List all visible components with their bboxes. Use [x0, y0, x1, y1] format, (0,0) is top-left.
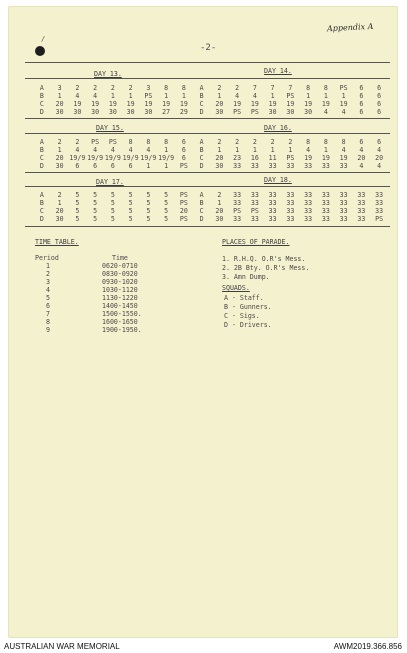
rule-line [25, 186, 390, 187]
schedule-cell: 6 [359, 92, 364, 100]
day-16-heading: DAY 16. [264, 124, 292, 132]
squad-code: D [199, 162, 204, 170]
schedule-cell: 19 [339, 100, 348, 108]
schedule-cell: 1 [235, 146, 240, 154]
schedule-cell: 19 [304, 100, 313, 108]
schedule-cell: 6 [181, 138, 186, 146]
day-15-heading: DAY 15. [96, 124, 124, 132]
day-15-16-table [33, 138, 388, 170]
schedule-cell: 6 [359, 108, 364, 116]
rule-line [25, 118, 390, 119]
schedule-cell: 5 [93, 215, 98, 223]
schedule-cell: 7 [252, 84, 257, 92]
rule-line [25, 226, 390, 227]
squad-code: A [39, 191, 44, 199]
schedule-cell: 1 [128, 92, 133, 100]
schedule-cell: 5 [110, 207, 115, 215]
schedule-cell: 5 [110, 215, 115, 223]
schedule-cell: 2 [217, 191, 222, 199]
schedule-cell: 5 [75, 191, 80, 199]
rule-line [25, 172, 390, 173]
period-number: 3 [46, 278, 50, 286]
schedule-cell: PS [233, 207, 242, 215]
period-number: 8 [46, 318, 50, 326]
schedule-cell: 2 [252, 138, 257, 146]
schedule-cell: 19 [321, 154, 330, 162]
schedule-cell: 33 [321, 199, 330, 207]
schedule-cell: 1 [110, 92, 115, 100]
schedule-cell: 1 [341, 92, 346, 100]
schedule-cell: 33 [286, 162, 295, 170]
schedule-cell: 4 [341, 146, 346, 154]
schedule-cell: 6 [93, 162, 98, 170]
schedule-cell: 4 [341, 108, 346, 116]
schedule-cell: 33 [375, 199, 384, 207]
schedule-cell: PS [286, 154, 295, 162]
schedule-cell: 19/9 [104, 154, 121, 162]
schedule-cell: 5 [93, 207, 98, 215]
parade-place: 3. Amn Dump. [222, 273, 270, 281]
schedule-cell: 1 [57, 199, 62, 207]
schedule-cell: 19 [286, 100, 295, 108]
day-17-18-table [33, 191, 388, 223]
schedule-cell: 5 [110, 199, 115, 207]
schedule-cell: 30 [55, 108, 64, 116]
period-number: 2 [46, 270, 50, 278]
schedule-cell: 2 [93, 84, 98, 92]
schedule-cell: 3 [146, 84, 151, 92]
period-number: 1 [46, 262, 50, 270]
schedule-cell: 19/9 [87, 154, 104, 162]
schedule-cell: 33 [304, 207, 313, 215]
schedule-cell: 33 [375, 191, 384, 199]
schedule-cell: 19 [179, 100, 188, 108]
schedule-cell: 1 [252, 146, 257, 154]
schedule-cell: 33 [268, 207, 277, 215]
schedule-cell: 19 [339, 154, 348, 162]
schedule-cell: 8 [323, 138, 328, 146]
schedule-cell: 20 [375, 154, 384, 162]
schedule-cell: PS [250, 207, 259, 215]
schedule-cell: 33 [304, 215, 313, 223]
schedule-cell: 8 [146, 138, 151, 146]
schedule-cell: 33 [375, 207, 384, 215]
schedule-cell: 20 [55, 154, 64, 162]
schedule-cell: 8 [306, 138, 311, 146]
squad-code: B [39, 199, 44, 207]
schedule-cell: 33 [286, 199, 295, 207]
schedule-cell: 1 [146, 162, 151, 170]
period-time: 0830-0920 [102, 270, 138, 278]
schedule-cell: 33 [321, 191, 330, 199]
schedule-cell: 4 [377, 146, 382, 154]
period-number: 7 [46, 310, 50, 318]
squad-code: A [199, 191, 204, 199]
squad-code: A [199, 138, 204, 146]
schedule-cell: 20 [357, 154, 366, 162]
schedule-cell: 20 [55, 207, 64, 215]
schedule-cell: 6 [377, 100, 382, 108]
schedule-cell: 4 [359, 146, 364, 154]
schedule-cell: 2 [75, 84, 80, 92]
schedule-cell: 5 [128, 215, 133, 223]
schedule-cell: 1 [270, 146, 275, 154]
schedule-cell: 30 [126, 108, 135, 116]
schedule-cell: 1 [217, 199, 222, 207]
schedule-cell: 5 [93, 199, 98, 207]
schedule-cell: 20 [215, 207, 224, 215]
pencil-tick: / [41, 35, 46, 43]
schedule-cell: 5 [146, 215, 151, 223]
squad-code: C [39, 100, 44, 108]
schedule-cell: 1 [164, 146, 169, 154]
period-time: 1030-1120 [102, 286, 138, 294]
schedule-cell: 33 [268, 191, 277, 199]
squad-code: C [199, 154, 204, 162]
squad-code: A [39, 138, 44, 146]
schedule-cell: 8 [323, 84, 328, 92]
schedule-cell: 30 [215, 108, 224, 116]
schedule-cell: 33 [357, 215, 366, 223]
schedule-cell: 2 [235, 84, 240, 92]
squad-definition: B - Gunners. [224, 303, 272, 311]
schedule-cell: 5 [75, 215, 80, 223]
schedule-cell: 33 [321, 207, 330, 215]
schedule-cell: 1 [217, 92, 222, 100]
schedule-cell: 5 [75, 207, 80, 215]
period-number: 5 [46, 294, 50, 302]
schedule-cell: 2 [270, 138, 275, 146]
schedule-cell: 5 [164, 191, 169, 199]
schedule-cell: 19/9 [140, 154, 157, 162]
schedule-cell: 3 [57, 84, 62, 92]
schedule-cell: 1 [164, 92, 169, 100]
schedule-cell: 5 [75, 199, 80, 207]
schedule-cell: 5 [164, 207, 169, 215]
schedule-cell: 4 [128, 146, 133, 154]
schedule-cell: 19/9 [122, 154, 139, 162]
schedule-cell: 30 [108, 108, 117, 116]
schedule-cell: 33 [357, 207, 366, 215]
squad-code: C [39, 154, 44, 162]
squad-code: D [39, 215, 44, 223]
schedule-cell: 16 [250, 154, 259, 162]
squads-title: SQUADS. [222, 284, 250, 292]
schedule-cell: 7 [288, 84, 293, 92]
schedule-cell: PS [179, 215, 188, 223]
period-time: 1130-1220 [102, 294, 138, 302]
schedule-cell: 5 [146, 207, 151, 215]
period-number: 4 [46, 286, 50, 294]
period-column-header: Period [35, 254, 59, 262]
places-title: PLACES OF PARADE. [222, 238, 290, 246]
schedule-cell: 4 [93, 146, 98, 154]
schedule-cell: 30 [55, 162, 64, 170]
rule-line [25, 133, 390, 134]
squad-code: D [39, 108, 44, 116]
schedule-cell: 2 [57, 138, 62, 146]
schedule-cell: 33 [268, 199, 277, 207]
schedule-cell: 33 [286, 207, 295, 215]
parade-place: 2. 2B Bty. O.R's Mess. [222, 264, 310, 272]
schedule-cell: 1 [323, 92, 328, 100]
schedule-cell: 1 [323, 146, 328, 154]
schedule-cell: 30 [215, 215, 224, 223]
schedule-cell: 33 [250, 191, 259, 199]
schedule-cell: 8 [164, 138, 169, 146]
schedule-cell: 33 [321, 162, 330, 170]
time-table-title: TIME TABLE. [35, 238, 79, 246]
schedule-cell: PS [233, 108, 242, 116]
schedule-cell: 19 [233, 100, 242, 108]
squad-code: B [39, 92, 44, 100]
squad-code: A [39, 84, 44, 92]
schedule-cell: 8 [128, 138, 133, 146]
schedule-cell: 6 [181, 154, 186, 162]
schedule-cell: 20 [215, 100, 224, 108]
schedule-cell: 7 [270, 84, 275, 92]
schedule-cell: 6 [128, 162, 133, 170]
schedule-cell: 1 [306, 92, 311, 100]
schedule-cell: 19 [250, 100, 259, 108]
schedule-cell: 1 [217, 146, 222, 154]
schedule-cell: 19 [162, 100, 171, 108]
schedule-cell: 33 [339, 191, 348, 199]
schedule-cell: 30 [268, 108, 277, 116]
footer-bar [0, 640, 407, 653]
schedule-cell: 30 [73, 108, 82, 116]
schedule-cell: 33 [233, 199, 242, 207]
schedule-cell: 5 [128, 207, 133, 215]
squad-code: B [39, 146, 44, 154]
day-14-heading: DAY 14. [264, 67, 292, 75]
schedule-cell: PS [108, 138, 117, 146]
schedule-cell: 33 [339, 199, 348, 207]
schedule-cell: 23 [233, 154, 242, 162]
schedule-cell: PS [179, 199, 188, 207]
schedule-cell: 4 [93, 92, 98, 100]
time-column-header: Time [112, 254, 128, 262]
schedule-cell: 33 [304, 199, 313, 207]
squad-definition: A - Staff. [224, 294, 264, 302]
schedule-cell: 20 [215, 154, 224, 162]
squad-code: B [199, 92, 204, 100]
schedule-cell: 1 [181, 92, 186, 100]
schedule-cell: 19 [268, 100, 277, 108]
schedule-cell: PS [339, 84, 348, 92]
schedule-cell: 30 [215, 162, 224, 170]
schedule-cell: 33 [321, 215, 330, 223]
schedule-cell: 1 [57, 146, 62, 154]
schedule-cell: 5 [128, 199, 133, 207]
schedule-cell: PS [179, 162, 188, 170]
schedule-cell: 2 [110, 84, 115, 92]
schedule-cell: 6 [377, 92, 382, 100]
schedule-cell: 2 [217, 84, 222, 92]
schedule-cell: 4 [110, 146, 115, 154]
period-time: 1400-1450 [102, 302, 138, 310]
schedule-cell: 27 [162, 108, 171, 116]
schedule-cell: 33 [357, 199, 366, 207]
period-time: 1900-1950. [102, 326, 142, 334]
schedule-cell: 2 [75, 138, 80, 146]
schedule-cell: 2 [217, 138, 222, 146]
schedule-cell: 4 [235, 92, 240, 100]
schedule-cell: 4 [306, 146, 311, 154]
schedule-cell: 2 [128, 84, 133, 92]
schedule-cell: 33 [286, 215, 295, 223]
squad-code: D [39, 162, 44, 170]
schedule-cell: 5 [164, 215, 169, 223]
schedule-cell: 1 [57, 92, 62, 100]
schedule-cell: 33 [304, 162, 313, 170]
schedule-cell: 33 [233, 191, 242, 199]
schedule-cell: 33 [250, 162, 259, 170]
day-13-heading: DAY 13. [94, 70, 122, 78]
rule-line [25, 78, 390, 79]
squad-definition: C - Sigs. [224, 312, 260, 320]
schedule-cell: 6 [110, 162, 115, 170]
schedule-cell: 4 [323, 108, 328, 116]
schedule-cell: 33 [268, 215, 277, 223]
schedule-cell: 6 [377, 138, 382, 146]
squad-code: B [199, 199, 204, 207]
schedule-cell: PS [91, 138, 100, 146]
rule-line [25, 62, 390, 63]
schedule-cell: PS [250, 108, 259, 116]
schedule-cell: 2 [235, 138, 240, 146]
schedule-cell: 4 [146, 146, 151, 154]
schedule-cell: 33 [233, 162, 242, 170]
squad-code: C [199, 100, 204, 108]
schedule-cell: 33 [233, 215, 242, 223]
schedule-cell: 33 [250, 215, 259, 223]
schedule-cell: 6 [181, 146, 186, 154]
footer-accession-number: AWM2019.366.856 [333, 642, 402, 651]
day-17-heading: DAY 17. [96, 178, 124, 186]
parade-place: 1. R.H.Q. O.R's Mess. [222, 255, 306, 263]
schedule-cell: 30 [55, 215, 64, 223]
schedule-cell: 33 [286, 191, 295, 199]
schedule-cell: 33 [268, 162, 277, 170]
schedule-cell: PS [179, 191, 188, 199]
schedule-cell: 19 [126, 100, 135, 108]
schedule-cell: 33 [339, 215, 348, 223]
schedule-cell: 30 [144, 108, 153, 116]
schedule-cell: 6 [359, 138, 364, 146]
schedule-cell: 6 [359, 100, 364, 108]
squad-code: B [199, 146, 204, 154]
schedule-cell: 4 [377, 162, 382, 170]
period-time: 1600-1650 [102, 318, 138, 326]
schedule-cell: 29 [179, 108, 188, 116]
schedule-cell: PS [286, 92, 295, 100]
day-13-14-table [33, 84, 388, 116]
schedule-cell: 2 [288, 138, 293, 146]
schedule-cell: 5 [146, 191, 151, 199]
page-number: -2- [200, 43, 217, 53]
schedule-cell: 8 [181, 84, 186, 92]
schedule-cell: 4 [359, 162, 364, 170]
period-time: 1500-1550. [102, 310, 142, 318]
squad-code: A [199, 84, 204, 92]
schedule-cell: 33 [357, 191, 366, 199]
schedule-cell: 33 [304, 191, 313, 199]
period-number: 6 [46, 302, 50, 310]
schedule-cell: 6 [359, 84, 364, 92]
schedule-cell: 6 [377, 84, 382, 92]
schedule-cell: 4 [75, 92, 80, 100]
schedule-cell: 30 [286, 108, 295, 116]
schedule-cell: 33 [250, 199, 259, 207]
period-number: 9 [46, 326, 50, 334]
schedule-cell: 20 [55, 100, 64, 108]
squad-definition: D - Drivers. [224, 321, 272, 329]
schedule-cell: 5 [93, 191, 98, 199]
schedule-cell: 19 [108, 100, 117, 108]
schedule-cell: 1 [270, 92, 275, 100]
squad-code: D [199, 108, 204, 116]
schedule-cell: 33 [339, 162, 348, 170]
schedule-cell: 33 [339, 207, 348, 215]
schedule-cell: 6 [75, 162, 80, 170]
schedule-cell: 5 [128, 191, 133, 199]
schedule-cell: PS [144, 92, 153, 100]
schedule-cell: 19/9 [158, 154, 175, 162]
schedule-cell: 19/9 [69, 154, 86, 162]
schedule-cell: 8 [306, 84, 311, 92]
schedule-cell: 2 [57, 191, 62, 199]
schedule-cell: 4 [75, 146, 80, 154]
schedule-cell: 19 [304, 154, 313, 162]
schedule-cell: 5 [164, 199, 169, 207]
squad-code: C [39, 207, 44, 215]
schedule-cell: 30 [91, 108, 100, 116]
schedule-cell: 4 [252, 92, 257, 100]
schedule-cell: 8 [164, 84, 169, 92]
schedule-cell: 11 [268, 154, 277, 162]
squad-code: D [199, 215, 204, 223]
schedule-cell: 6 [377, 108, 382, 116]
period-time: 0620-0710 [102, 262, 138, 270]
schedule-cell: 19 [144, 100, 153, 108]
schedule-cell: 30 [304, 108, 313, 116]
day-18-heading: DAY 18. [264, 176, 292, 184]
schedule-cell: 5 [146, 199, 151, 207]
punch-hole [35, 46, 45, 56]
schedule-cell: 20 [179, 207, 188, 215]
schedule-cell: 19 [91, 100, 100, 108]
schedule-cell: 1 [164, 162, 169, 170]
schedule-cell: 8 [341, 138, 346, 146]
handwritten-annotation: Appendix A [326, 21, 374, 34]
schedule-cell: 1 [288, 146, 293, 154]
schedule-cell: PS [375, 215, 384, 223]
schedule-cell: 19 [321, 100, 330, 108]
schedule-cell: 19 [73, 100, 82, 108]
period-time: 0930-1020 [102, 278, 138, 286]
squad-code: C [199, 207, 204, 215]
schedule-cell: 5 [110, 191, 115, 199]
footer-institution: AUSTRALIAN WAR MEMORIAL [4, 642, 120, 651]
